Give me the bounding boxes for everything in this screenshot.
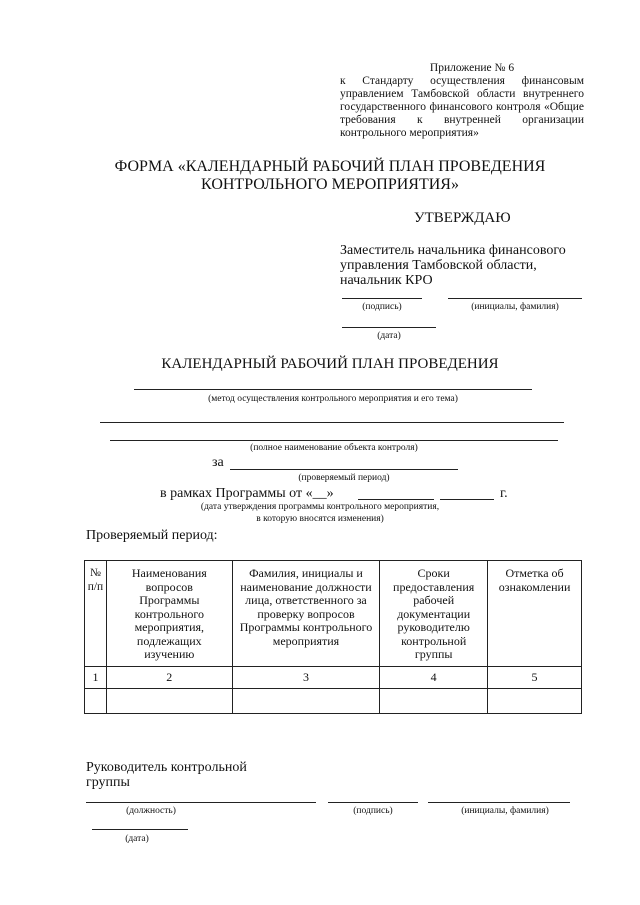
leader-initials-caption: (инициалы, фамилия)	[461, 806, 549, 816]
header-cell-deadlines: Сроки предоставления рабочей документации руководителю контрольной группы	[380, 561, 488, 667]
program-caption-1: (дата утверждения программы контрольного мероприятия,	[200, 502, 440, 512]
period-caption: (проверяемый период)	[298, 473, 390, 483]
leader-signature-line	[328, 802, 418, 803]
table-cell[interactable]	[380, 689, 488, 714]
approve-label: УТВЕРЖДАЮ	[414, 210, 511, 226]
header-cell-acknowledgement: Отметка об ознакомлении	[488, 561, 582, 667]
program-caption-2: в которую вносятся изменения)	[256, 514, 384, 524]
table-cell[interactable]	[488, 689, 582, 714]
object-caption: (полное наименование объекта контроля)	[250, 443, 418, 453]
form-title: ФОРМА «КАЛЕНДАРНЫЙ РАБОЧИЙ ПЛАН ПРОВЕДЕНИЯ КОНТРОЛЬНОГО МЕРОПРИЯТИЯ»	[114, 158, 546, 193]
approver-position: Заместитель начальника финансового управления Тамбовской области, начальник КРО	[340, 243, 566, 288]
object-line-1	[100, 422, 564, 423]
checked-period-label: Проверяемый период:	[86, 528, 218, 543]
period-prefix: за	[212, 455, 224, 470]
leader-position-line	[86, 802, 316, 803]
table-cell[interactable]	[106, 689, 232, 714]
table-cell: 4	[380, 666, 488, 689]
table-cell: 5	[488, 666, 582, 689]
table-cell: 2	[106, 666, 232, 689]
table-row	[85, 666, 582, 689]
period-line	[230, 469, 458, 470]
program-date-line	[358, 499, 434, 500]
approver-signature-line	[342, 298, 422, 299]
header-cell-questions: Наименования вопросов Программы контрольного мероприятия, подлежащих изучению	[106, 561, 232, 667]
approver-initials-caption: (инициалы, фамилия)	[471, 302, 559, 312]
table-cell: 1	[85, 666, 107, 689]
leader-position-caption: (должность)	[126, 806, 176, 816]
leader-label: Руководитель контрольной группы	[86, 760, 247, 790]
plan-heading: КАЛЕНДАРНЫЙ РАБОЧИЙ ПЛАН ПРОВЕДЕНИЯ	[161, 356, 499, 372]
approver-signature-caption: (подпись)	[362, 302, 402, 312]
object-line-2	[110, 440, 558, 441]
table-cell[interactable]	[232, 689, 380, 714]
leader-initials-line	[428, 802, 570, 803]
annex-text: к Стандарту осуществления финансовым управлением Тамбовской области внутреннего государственного финансового контроля «Общие требования к внутренней организации контрольного мероприятия»	[340, 75, 584, 139]
approver-initials-line	[448, 298, 582, 299]
approval-date-line	[342, 327, 436, 328]
annex-block	[340, 62, 584, 140]
leader-date-line	[92, 829, 188, 830]
table-header-row	[85, 561, 582, 667]
table-cell[interactable]	[85, 689, 107, 714]
program-suffix: г.	[500, 486, 508, 501]
header-cell-number: № п/п	[85, 561, 107, 667]
program-prefix: в рамках Программы от «__»	[160, 486, 334, 501]
method-line	[134, 389, 532, 390]
approval-date-caption: (дата)	[377, 331, 401, 341]
leader-date-caption: (дата)	[125, 834, 149, 844]
method-caption: (метод осуществления контрольного мероприятия и его тема)	[208, 394, 458, 404]
annex-title: Приложение № 6	[429, 62, 515, 74]
header-cell-responsible: Фамилия, инициалы и наименование должности лица, ответственного за проверку вопросов Программы контрольного мероприятия	[232, 561, 380, 667]
table-row	[85, 689, 582, 714]
program-year-line	[440, 499, 494, 500]
table-cell: 3	[232, 666, 380, 689]
leader-signature-caption: (подпись)	[353, 806, 393, 816]
plan-table	[84, 560, 582, 714]
